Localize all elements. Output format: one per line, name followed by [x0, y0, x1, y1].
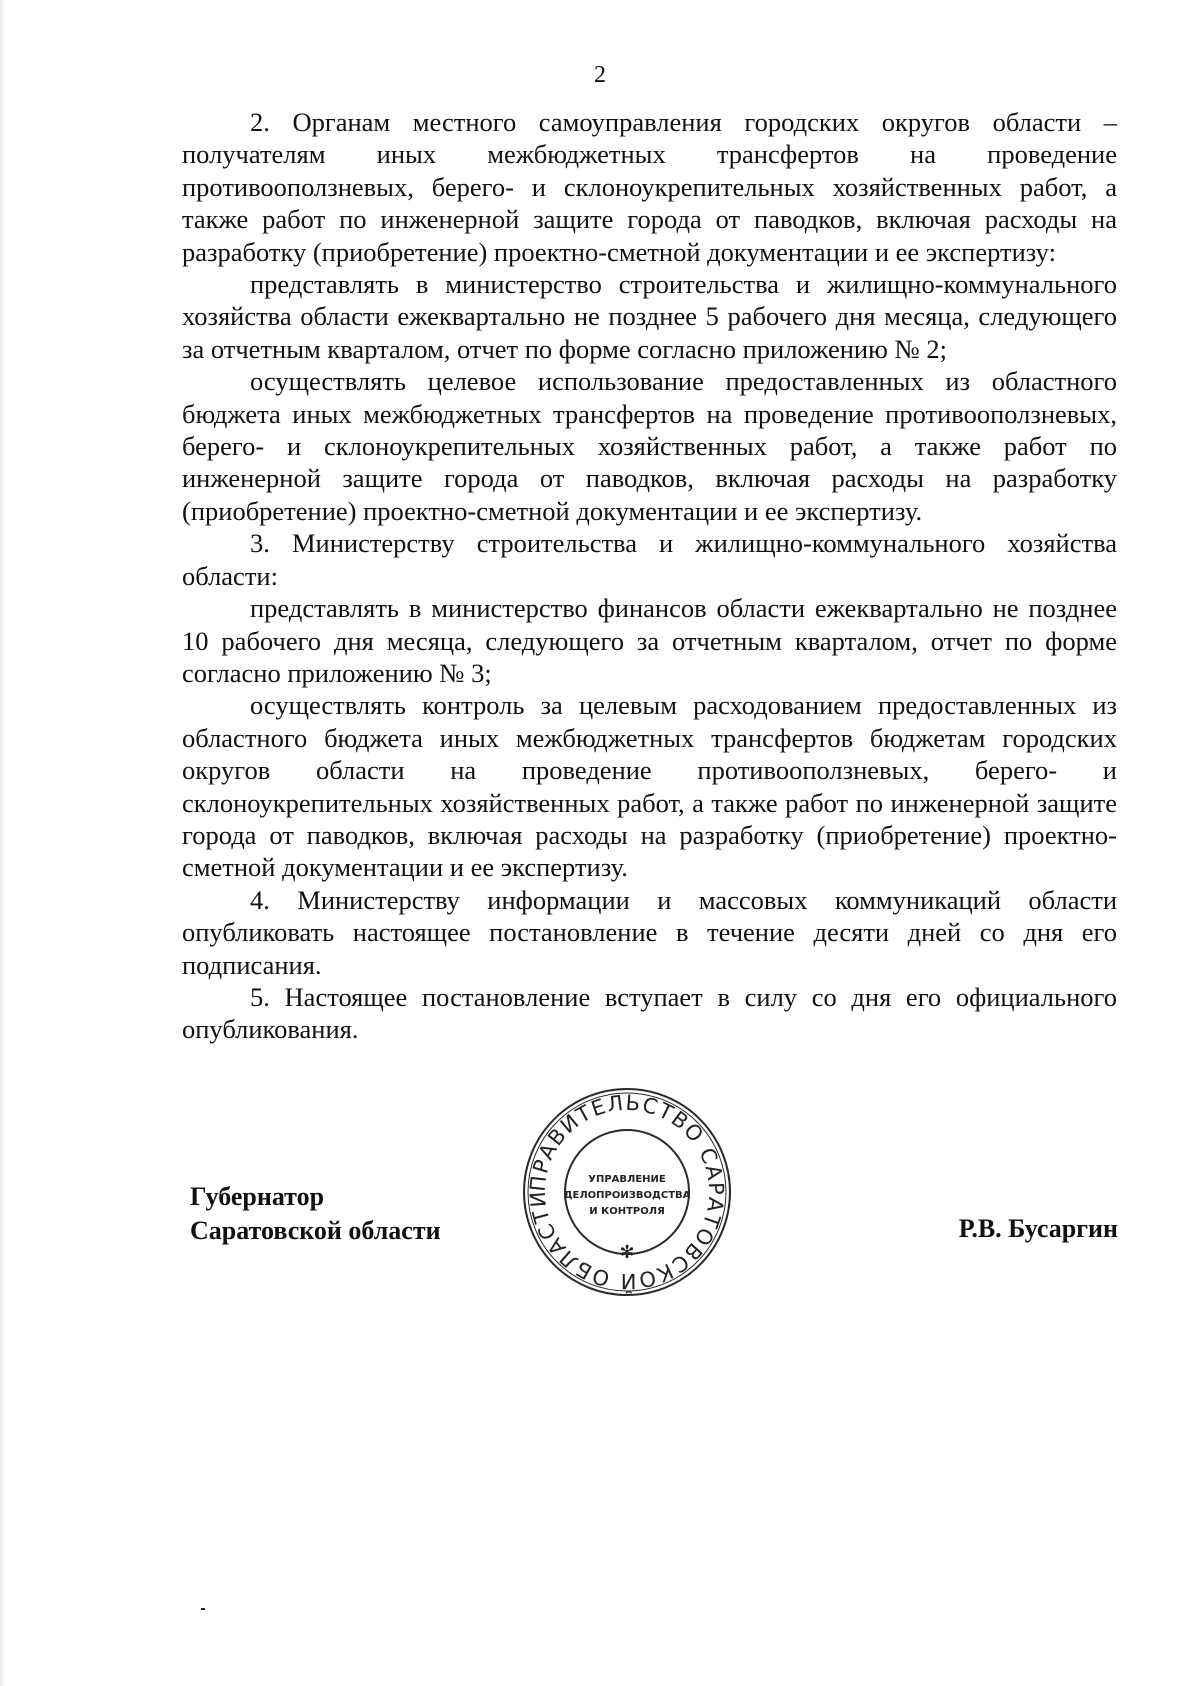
paragraph-3-control: осуществлять контроль за целевым расходованием предоставленных из областного бюджета иных межбюджетных трансфертов бюджетам городских округов области на проведение противооползневых, берего- и склоноукрепительных хозяйственных работ, а также работ по инженерной защите города от паводков, включая расходы на разработку (приобретение) проектно-сметной документации и ее экспертизу. [182, 690, 1117, 883]
paragraph-3: 3. Министерству строительства и жилищно-коммунального хозяйства области: [182, 528, 1117, 591]
page-number: 2 [594, 62, 606, 88]
seal-inner-line3: И КОНТРОЛЯ [589, 1206, 665, 1217]
seal-inner-line1: УПРАВЛЕНИЕ [588, 1174, 666, 1185]
seal-inner-line2: ДЕЛОПРОИЗВОДСТВА [563, 1190, 691, 1201]
scan-edge-shadow [0, 0, 6, 1686]
seal-graphic [521, 1086, 733, 1298]
paragraph-4: 4. Министерству информации и массовых коммуникаций области опубликовать настоящее постановление в течение десяти дней со дня его подписания. [182, 884, 1117, 980]
stray-scan-mark [201, 1608, 205, 1610]
signatory-position-line2: Саратовской области [190, 1216, 441, 1245]
signatory-position-line1: Губернатор [190, 1182, 325, 1211]
paragraph-2: 2. Органам местного самоуправления городских округов области – получателям иных межбюджетных трансфертов на проведение противооползневых, берего- и склоноукрепительных хозяйственных работ, а также работ по инженерной защите города от паводков, включая расходы на разработку (приобретение) проектно-сметной документации и ее экспертизу: [182, 107, 1117, 267]
paragraph-2-targeted-use: осуществлять целевое использование предоставленных из областного бюджета иных межбюджетных трансфертов на проведение противооползневых, берего- и склоноукрепительных хозяйственных работ, а также работ по инженерной защите города от паводков, включая расходы на разработку (приобретение) проектно-сметной документации и ее экспертизу. [182, 366, 1117, 526]
official-seal-stamp [521, 1086, 733, 1298]
paragraph-2-report: представлять в министерство строительства и жилищно-коммунального хозяйства области ежеквартально не позднее 5 рабочего дня месяца, следующего за отчетным кварталом, отчет по форме согласно приложению № 2; [182, 269, 1117, 364]
seal-star-icon: ✻ [619, 1242, 635, 1263]
signatory-name: Р.В. Бусаргин [958, 1214, 1118, 1243]
seal-outer-text: ПРАВИТЕЛЬСТВО САРАТОВСКОЙ ОБЛАСТИ [525, 1090, 729, 1294]
paragraph-3-report: представлять в министерство финансов области ежеквартально не позднее 10 рабочего дня месяца, следующего за отчетным кварталом, отчет по форме согласно приложению № 3; [182, 593, 1117, 688]
paragraph-5: 5. Настоящее постановление вступает в силу со дня его официального опубликования. [182, 981, 1117, 1045]
signatory-position [190, 1180, 441, 1248]
document-body [182, 106, 1117, 1046]
